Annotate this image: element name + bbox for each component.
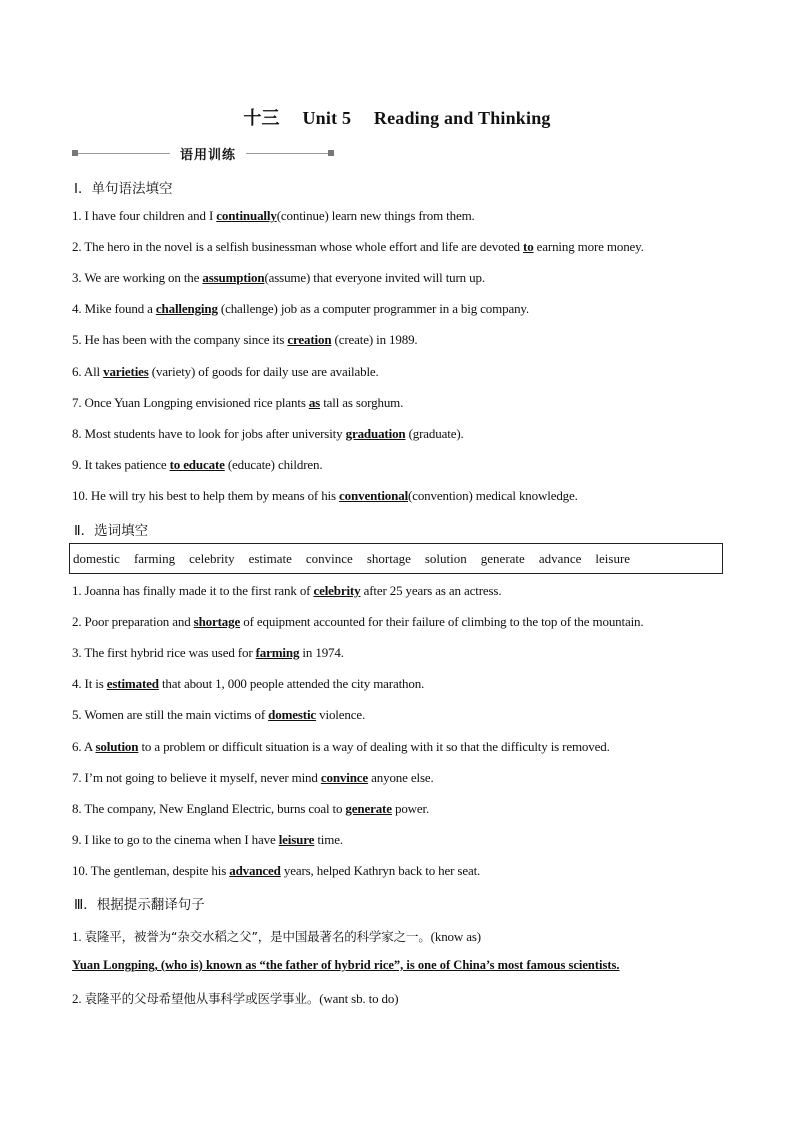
answer-blank: as	[308, 394, 321, 410]
question-chinese: 袁隆平的父母希望他从事科学或医学事业。	[84, 991, 320, 1006]
part1-item-7	[72, 395, 403, 411]
part2-item-10	[72, 863, 480, 879]
sentence-text: 9. I like to go to the cinema when I have	[72, 831, 279, 847]
sentence-text: that about 1, 000 people attended the city marathon.	[158, 676, 425, 692]
word-bank-item: generate	[480, 550, 525, 566]
sentence-text: (challenge) job as a computer programmer in a big company.	[217, 301, 530, 317]
bar-right-dot	[328, 150, 334, 156]
answer-blank: challenging	[155, 301, 218, 317]
title-topic: Reading and Thinking	[373, 108, 551, 128]
translation-question-1	[72, 927, 481, 945]
sentence-text: 3. The first hybrid rice was used for	[72, 645, 256, 661]
part2-item-1	[72, 583, 501, 599]
sentence-text: time.	[314, 831, 343, 847]
answer-blank: domestic	[268, 707, 317, 723]
sentence-text: violence.	[316, 707, 366, 723]
sentence-text: (assume) that everyone invited will turn up.	[264, 270, 485, 286]
part2-item-9	[72, 832, 343, 848]
word-bank-item: leisure	[595, 550, 631, 566]
title-prefix: 十三	[243, 108, 280, 128]
sentence-text: years, helped Kathryn back to her seat.	[280, 862, 481, 878]
answer-blank: advanced	[229, 862, 281, 878]
part1-heading: Ⅰ．单句语法填空	[74, 181, 173, 197]
sentence-text: 7. I’m not going to believe it myself, never mind	[72, 769, 321, 785]
question-number: 2.	[72, 991, 85, 1006]
page-title	[0, 104, 794, 130]
answer-blank: celebrity	[313, 583, 361, 598]
sentence-text: 1. I have four children and I	[72, 208, 217, 223]
part1-item-2	[72, 239, 644, 255]
sentence-text: 4. Mike found a	[72, 301, 156, 317]
question-hint: (know as)	[430, 929, 481, 944]
sentence-text: 7. Once Yuan Longping envisioned rice plants	[72, 394, 309, 410]
answer-blank: continually	[216, 208, 277, 223]
sentence-text: 4. It is	[72, 676, 107, 692]
word-bank-item: domestic	[73, 550, 120, 566]
sentence-text: 9. It takes patience	[72, 456, 170, 472]
word-bank-item: solution	[424, 550, 467, 566]
word-bank-box	[69, 543, 723, 574]
sentence-text: of equipment accounted for their failure of climbing to the top of the mountain.	[240, 614, 644, 630]
sentence-text: (convention) medical knowledge.	[408, 487, 578, 503]
answer-blank: leisure	[278, 831, 315, 847]
sentence-text: power.	[391, 800, 430, 816]
answer-blank: generate	[345, 800, 392, 816]
question-hint: (want sb. to do)	[319, 991, 399, 1006]
answer-blank: to educate	[169, 456, 225, 472]
word-bank-item: convince	[305, 550, 353, 566]
translation-answer-1: Yuan Longping, (who is) known as “the father of hybrid rice”, is one of China’s most famous scientists.	[72, 958, 620, 972]
section-bar	[72, 145, 334, 161]
sentence-text: 10. He will try his best to help them by means of his	[72, 487, 340, 503]
sentence-text: (create) in 1989.	[331, 332, 418, 348]
part2-heading: Ⅱ．选词填空	[74, 523, 149, 539]
sentence-text: 2. Poor preparation and	[72, 614, 194, 630]
word-bank-item: estimate	[248, 550, 292, 566]
sentence-text: tall as sorghum.	[320, 394, 404, 410]
sentence-text: earning more money.	[533, 239, 644, 255]
sentence-text: after 25 years as an actress.	[360, 583, 502, 598]
part1-item-8	[72, 426, 464, 442]
sentence-text: 1. Joanna has finally made it to the first rank of	[72, 583, 314, 598]
sentence-text: (educate) children.	[224, 456, 323, 472]
question-chinese: 袁隆平，被誉为“杂交水稻之父”，是中国最著名的科学家之一。	[84, 929, 431, 944]
part1-item-6	[72, 364, 379, 380]
part1-item-1	[72, 208, 475, 224]
sentence-text: 5. He has been with the company since its	[72, 332, 288, 348]
sentence-text: 5. Women are still the main victims of	[72, 707, 269, 723]
word-bank-item: farming	[133, 550, 176, 566]
title-unit: Unit 5	[302, 108, 352, 128]
part1-item-5	[72, 332, 418, 348]
part3-heading: Ⅲ．根据提示翻译句子	[74, 897, 205, 913]
answer-blank: farming	[255, 645, 300, 661]
part2-item-6	[72, 739, 610, 755]
word-bank-item: celebrity	[189, 550, 235, 566]
answer-blank: conventional	[339, 487, 409, 503]
sentence-text: 8. Most students have to look for jobs after university	[72, 425, 346, 441]
part2-item-2	[72, 614, 644, 630]
section-bar-label: 语用训练	[179, 148, 236, 163]
bar-right-line	[246, 153, 328, 154]
part1-item-9	[72, 457, 322, 473]
part1-item-4	[72, 301, 529, 317]
answer-blank: assumption	[202, 270, 265, 286]
answer-blank: to	[523, 239, 534, 255]
bar-left-line	[78, 153, 170, 154]
part2-item-8	[72, 801, 429, 817]
answer-blank: graduation	[345, 425, 406, 441]
part2-item-4	[72, 676, 424, 692]
sentence-text: 6. All	[72, 363, 104, 379]
part1-item-10	[72, 488, 578, 504]
sentence-text: (continue) learn new things from them.	[276, 208, 475, 223]
sentence-text: 6. A	[72, 738, 96, 754]
sentence-text: in 1974.	[299, 645, 344, 661]
sentence-text: (graduate).	[405, 425, 464, 441]
answer-blank: convince	[320, 769, 369, 785]
sentence-text: 2. The hero in the novel is a selfish businessman whose whole effort and life are devoted	[72, 239, 524, 255]
translation-question-2	[72, 989, 398, 1007]
answer-blank: varieties	[103, 363, 149, 379]
answer-blank: shortage	[193, 614, 241, 630]
sentence-text: anyone else.	[368, 769, 434, 785]
question-number: 1.	[72, 929, 85, 944]
sentence-text: (variety) of goods for daily use are available.	[148, 363, 379, 379]
part1-item-3	[72, 270, 485, 286]
sentence-text: 10. The gentleman, despite his	[72, 862, 230, 878]
word-bank-item: advance	[538, 550, 582, 566]
part2-item-5	[72, 707, 365, 723]
answer-blank: solution	[95, 738, 139, 754]
answer-blank: creation	[287, 332, 332, 348]
sentence-text: 3. We are working on the	[72, 270, 203, 286]
word-bank-item: shortage	[366, 550, 411, 566]
part2-item-7	[72, 770, 434, 786]
sentence-text: 8. The company, New England Electric, burns coal to	[72, 800, 346, 816]
sentence-text: to a problem or difficult situation is a way of dealing with it so that the difficulty is removed.	[138, 738, 610, 754]
part2-item-3	[72, 645, 344, 661]
answer-blank: estimated	[106, 676, 159, 692]
